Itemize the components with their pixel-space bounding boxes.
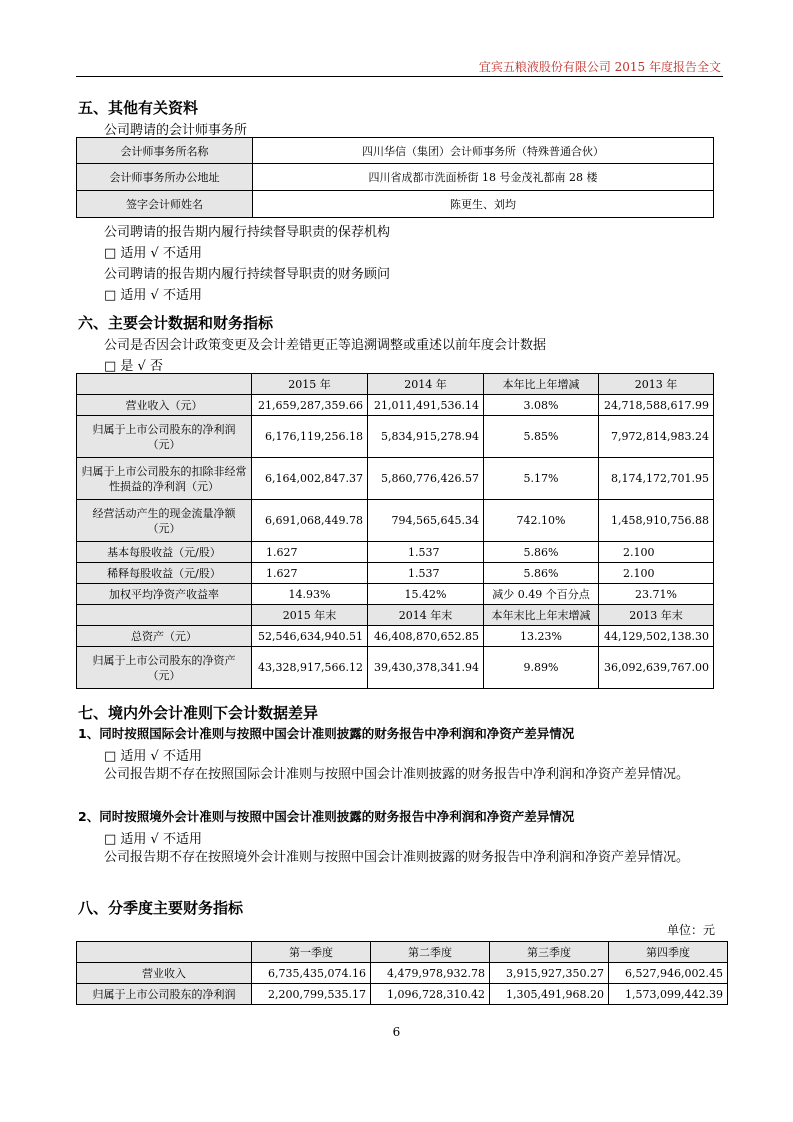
cell: 6,735,435,074.16 <box>252 963 371 984</box>
table-header-row <box>77 605 714 626</box>
cell: 5,834,915,278.94 <box>368 416 484 458</box>
auditor-row <box>77 191 714 218</box>
section-7-choice1: □ 适用 √ 不适用 <box>104 749 202 764</box>
section-7-sub1: 1、同时按照国际会计准则与按照中国会计准则披露的财务报告中净利润和净资产差异情况 <box>78 726 575 741</box>
cell: 2,200,799,535.17 <box>252 984 371 1005</box>
row-label: 总资产（元） <box>77 626 252 647</box>
column-header: 第四季度 <box>609 942 728 963</box>
section-7-para2: 公司报告期不存在按照境外会计准则与按照中国会计准则披露的财务报告中净利润和净资产差异情况。 <box>104 850 690 865</box>
cell: 7,972,814,983.24 <box>599 416 714 458</box>
auditor-label: 会计师事务所办公地址 <box>77 164 253 191</box>
table-row <box>77 395 714 416</box>
cell: 1,458,910,756.88 <box>599 500 714 542</box>
column-header: 2013 年 <box>599 374 714 395</box>
column-header: 第二季度 <box>371 942 490 963</box>
cell: 794,565,645.34 <box>368 500 484 542</box>
key-financials-table <box>76 373 714 689</box>
cell: 14.93% <box>252 584 368 605</box>
sponsor-choice: □ 适用 √ 不适用 <box>104 246 202 261</box>
cell: 39,430,378,341.94 <box>368 647 484 689</box>
table-row <box>77 963 728 984</box>
row-label: 归属于上市公司股东的扣除非经常性损益的净利润（元） <box>77 458 252 500</box>
cell: 43,328,917,566.12 <box>252 647 368 689</box>
section-7-choice2: □ 适用 √ 不适用 <box>104 832 202 847</box>
advisor-choice: □ 适用 √ 不适用 <box>104 288 202 303</box>
table-header-row <box>77 942 728 963</box>
column-header: 2015 年 <box>252 374 368 395</box>
row-label: 归属于上市公司股东的净资产（元） <box>77 647 252 689</box>
table-row <box>77 542 714 563</box>
cell: 6,691,068,449.78 <box>252 500 368 542</box>
cell: 3,915,927,350.27 <box>490 963 609 984</box>
cell: 44,129,502,138.30 <box>599 626 714 647</box>
cell: 4,479,978,932.78 <box>371 963 490 984</box>
cell: 5.86% <box>484 542 599 563</box>
cell: 2.100 <box>599 542 714 563</box>
table-row <box>77 647 714 689</box>
section-7-para1: 公司报告期不存在按照国际会计准则与按照中国会计准则披露的财务报告中净利润和净资产差异情况。 <box>104 767 690 782</box>
section-6-choice: □ 是 √ 否 <box>104 359 163 374</box>
cell: 6,176,119,256.18 <box>252 416 368 458</box>
cell: 5.86% <box>484 563 599 584</box>
column-header: 本年末比上年末增减 <box>484 605 599 626</box>
table-row <box>77 458 714 500</box>
column-header: 2014 年末 <box>368 605 484 626</box>
cell: 13.23% <box>484 626 599 647</box>
auditor-table <box>76 137 714 218</box>
auditor-value: 四川华信（集团）会计师事务所（特殊普通合伙） <box>253 138 714 164</box>
auditor-value: 陈更生、刘均 <box>253 191 714 218</box>
cell: 52,546,634,940.51 <box>252 626 368 647</box>
advisor-text: 公司聘请的报告期内履行持续督导职责的财务顾问 <box>104 267 391 282</box>
cell: 8,174,172,701.95 <box>599 458 714 500</box>
cell: 5.17% <box>484 458 599 500</box>
table-row <box>77 626 714 647</box>
cell: 21,659,287,359.66 <box>252 395 368 416</box>
cell: 1.627 <box>252 542 368 563</box>
cell: 2.100 <box>599 563 714 584</box>
section-8-title: 八、分季度主要财务指标 <box>78 899 244 917</box>
cell: 15.42% <box>368 584 484 605</box>
cell: 5,860,776,426.57 <box>368 458 484 500</box>
table-row <box>77 563 714 584</box>
row-label: 营业收入（元） <box>77 395 252 416</box>
cell: 742.10% <box>484 500 599 542</box>
page-header <box>76 56 723 77</box>
cell: 36,092,639,767.00 <box>599 647 714 689</box>
auditor-label: 签字会计师姓名 <box>77 191 253 218</box>
header-blank <box>77 605 252 626</box>
row-label: 基本每股收益（元/股） <box>77 542 252 563</box>
row-label: 营业收入 <box>77 963 252 984</box>
unit-label: 单位：元 <box>666 923 715 937</box>
section-7-sub2: 2、同时按照境外会计准则与按照中国会计准则披露的财务报告中净利润和净资产差异情况 <box>78 809 575 824</box>
row-label: 归属于上市公司股东的净利润 <box>77 984 252 1005</box>
quarterly-table <box>76 941 728 1005</box>
column-header: 本年比上年增减 <box>484 374 599 395</box>
cell: 1,305,491,968.20 <box>490 984 609 1005</box>
auditor-value: 四川省成都市洗面桥街 18 号金茂礼都南 28 楼 <box>253 164 714 191</box>
cell: 3.08% <box>484 395 599 416</box>
cell: 24,718,588,617.99 <box>599 395 714 416</box>
cell: 1.627 <box>252 563 368 584</box>
row-label: 加权平均净资产收益率 <box>77 584 252 605</box>
table-row <box>77 584 714 605</box>
table-row <box>77 416 714 458</box>
column-header: 2013 年末 <box>599 605 714 626</box>
cell: 23.71% <box>599 584 714 605</box>
cell: 5.85% <box>484 416 599 458</box>
cell: 1,573,099,442.39 <box>609 984 728 1005</box>
table-row <box>77 500 714 542</box>
table-row <box>77 984 728 1005</box>
header-blank <box>77 374 252 395</box>
row-label: 归属于上市公司股东的净利润（元） <box>77 416 252 458</box>
header-title: 宜宾五粮液股份有限公司 2015 年度报告全文 <box>478 60 721 74</box>
cell: 9.89% <box>484 647 599 689</box>
cell: 1.537 <box>368 563 484 584</box>
cell: 46,408,870,652.85 <box>368 626 484 647</box>
row-label: 经营活动产生的现金流量净额（元） <box>77 500 252 542</box>
cell: 减少 0.49 个百分点 <box>484 584 599 605</box>
section-6-intro: 公司是否因会计政策变更及会计差错更正等追溯调整或重述以前年度会计数据 <box>104 338 547 353</box>
sponsor-text: 公司聘请的报告期内履行持续督导职责的保荐机构 <box>104 225 391 240</box>
auditor-row <box>77 164 714 191</box>
cell: 21,011,491,536.14 <box>368 395 484 416</box>
cell: 6,164,002,847.37 <box>252 458 368 500</box>
section-7-title: 七、境内外会计准则下会计数据差异 <box>78 704 319 722</box>
auditor-row <box>77 138 714 164</box>
row-label: 稀释每股收益（元/股） <box>77 563 252 584</box>
section-6-title: 六、主要会计数据和财务指标 <box>78 314 274 332</box>
section-5-intro: 公司聘请的会计师事务所 <box>104 123 248 138</box>
table-header-row <box>77 374 714 395</box>
section-5-title: 五、其他有关资料 <box>78 99 199 117</box>
cell: 1.537 <box>368 542 484 563</box>
cell: 6,527,946,002.45 <box>609 963 728 984</box>
page-number: 6 <box>392 1025 401 1039</box>
column-header: 2014 年 <box>368 374 484 395</box>
header-blank <box>77 942 252 963</box>
cell: 1,096,728,310.42 <box>371 984 490 1005</box>
column-header: 第三季度 <box>490 942 609 963</box>
column-header: 第一季度 <box>252 942 371 963</box>
column-header: 2015 年末 <box>252 605 368 626</box>
auditor-label: 会计师事务所名称 <box>77 138 253 164</box>
